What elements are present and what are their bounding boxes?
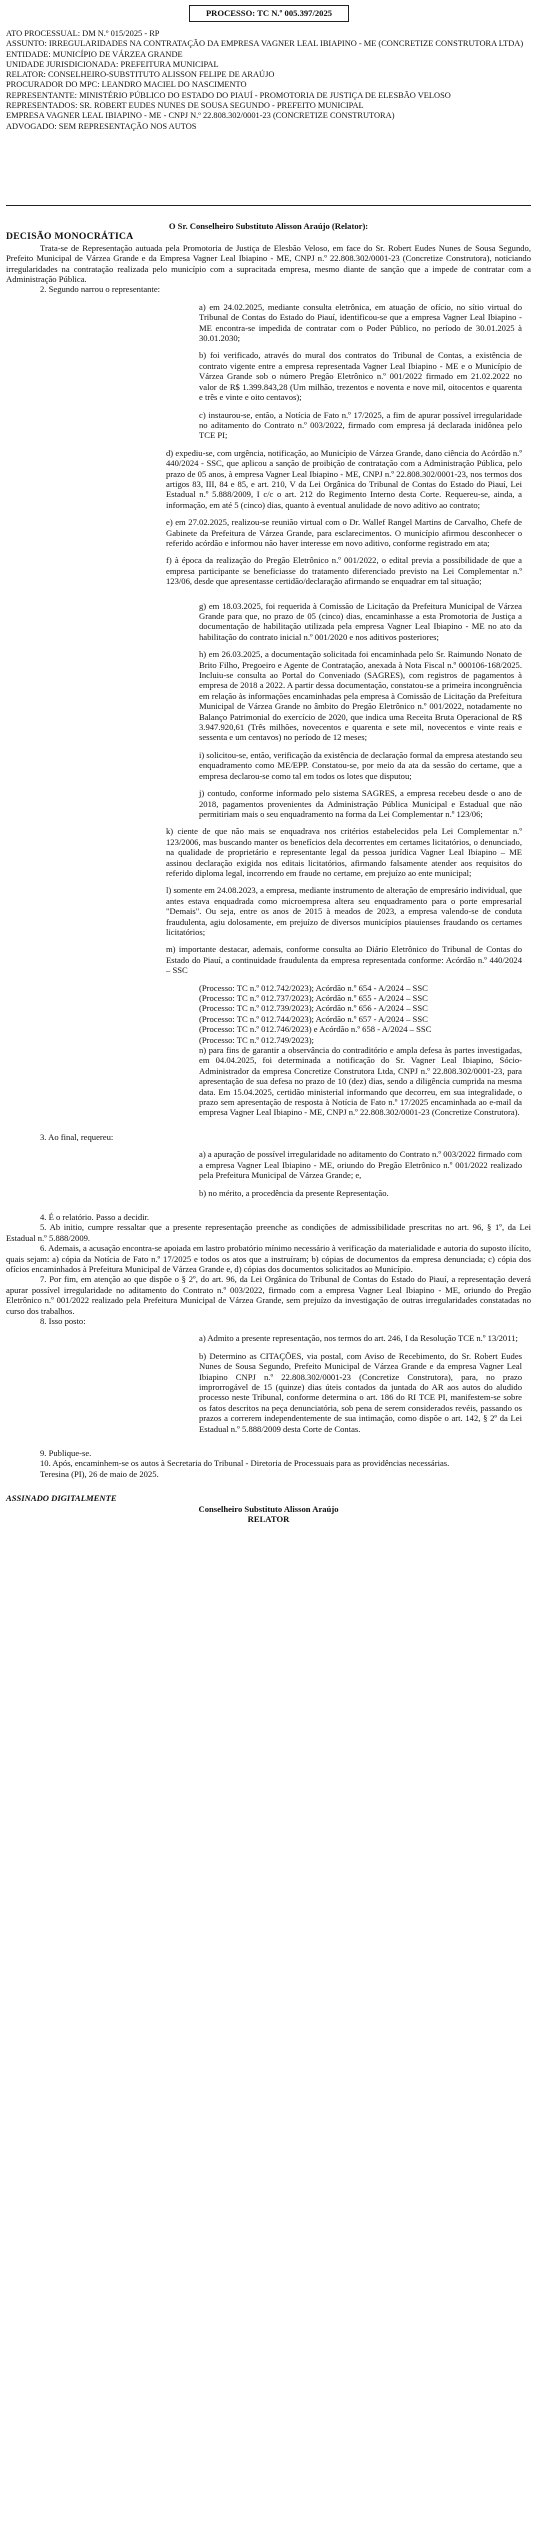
paragraph-1: Trata-se de Representação autuada pela Promotoria de Justiça de Elesbão Veloso, em face do Sr. Robert Eudes Nunes de Sousa Segundo, Prefeito Municipal de Várzea Grande e da Empresa Vagner Leal Ibiapino - ME, CNPJ n.º 22.808.302/0001-23 (Concretize Construtora), noticiando irregularidades na contratação realizada pelo município com a supracitada empresa, mesmo diante de sanção que a impede de contratar com a Administração Pública. — [6, 242, 531, 285]
process-ref-4: (Processo: TC n.º 012.744/2023); Acórdão n.º 657 - A/2024 – SSC — [199, 1013, 428, 1024]
process-ref-6: (Processo: TC n.º 012.749/2023); — [199, 1034, 314, 1045]
date-line: Teresina (PI), 26 de maio de 2025. — [40, 1468, 159, 1479]
meta-act: ATO PROCESSUAL: DM N.º 015/2025 - RP — [6, 29, 160, 38]
paragraph-7: 7. Por fim, em atenção ao que dispõe o § 2º, do art. 96, da Lei Orgânica do Tribunal de Contas do Estado do Piauí, a representação deverá apurar possível irregularidade no aditamento do Contrato n.º 003/2022, firmado com a empresa Vagner Leal Ibiapino - ME, oriundo do Pregão Eletrônico n.º 001/2022 realizado pela Prefeitura Municipal de Várzea Grande, sem prejuízo da investigação de outras irregularidades constatadas no curso dos trabalhos. — [6, 1274, 531, 1316]
item-c: c) instaurou-se, então, a Notícia de Fato n.º 17/2025, a fim de apurar possível irregularidade no aditamento do Contrato n.º 003/2022, firmado com empresa já declarada inidônea pelo TCE PI; — [199, 409, 522, 441]
process-ref-3: (Processo: TC n.º 012.739/2023); Acórdão n.º 656 - A/2024 – SSC — [199, 1003, 428, 1014]
process-number-box: PROCESSO: TC N.º 005.397/2025 — [189, 5, 349, 22]
item-b: b) foi verificado, através do mural dos contratos do Tribunal de Contas, a existência de contrato vigente entre a empresa representada Vagner Leal Ibiapino - ME e o Município de Várzea Grande sob o número Pregão Eletrônico n.º 001/2022 firmado em 21.02.2022 no valor de R$ 1.399.843,28 (Um milhão, trezentos e noventa e nove mil, oitocentos e quarenta e três e vinte e oito centavos); — [199, 350, 522, 403]
meta-subject: ASSUNTO: IRREGULARIDADES NA CONTRATAÇÃO DA EMPRESA VAGNER LEAL IBIAPINO - ME (CONCRETIZE CONSTRUTORA LTDA) — [6, 39, 524, 49]
process-metadata — [6, 29, 531, 132]
process-ref-2: (Processo: TC n.º 012.737/2023); Acórdão n.º 655 - A/2024 – SSC — [199, 993, 428, 1003]
item-n: n) para fins de garantir a observância do contraditório e ampla defesa às partes investigadas, em 04.04.2025, foi determinada a notificação do Sr. Vagner Leal Ibiapino, Sócio-Administrador da empresa Concretize Construtora Ltda, CNPJ n.º 22.808.302/0001-23, para apresentação de sua defesa no prazo de 10 (dez) dias, sendo a diligência cumprida na mesma data. Em 15.04.2025, certidão ministerial informando que decorreu, em sua integralidade, o prazo sem apresentação de resposta à Notícia de Fato n.º 17/2025 encaminhada ao e-mail da empresa Vagner Leal Ibiapino - ME, CNPJ n.º 22.808.302/0001-23 (Concretize Construtora). — [199, 1045, 522, 1118]
item-d: d) expediu-se, com urgência, notificação, ao Município de Várzea Grande, dano ciência do Acórdão n.º 440/2024 - SSC, que aplicou a sanção de proibição de contratação com a Administração Pública, pelo prazo de 05 anos, à empresa Vagner Leal Ibiapino - ME, CNPJ n.º 22.808.302/0001-23, nos termos dos artigos 83, III, 84 e 85, e art. 210, V da Lei Orgânica do Tribunal de Contas do Estado do Piauí, Lei Estadual n.º 5.888/2009, I c/c o art. 212 do Regimento Interno desta Corte. Requereu-se, ainda, a informação, em até 5 (cinco) dias, quanto à eventual anulidade de novo aditivo ao contrato; — [166, 447, 522, 510]
paragraph-2: 2. Segundo narrou o representante: — [40, 284, 161, 295]
item-l: l) somente em 24.08.2023, a empresa, mediante instrumento de alteração de empresário individual, que antes estava enquadrada como microempresa altera seu enquadramento para o porte empresarial "Demais". Ou seja, entre os anos de 2015 à meados de 2023, a empresa valendo-se de conduta fraudulenta, agiu dolosamente, em prejuízo de diversos municípios piauienses fraudando os certames licitatórios; — [166, 885, 522, 937]
meta-company: EMPRESA VAGNER LEAL IBIAPINO - ME - CNPJ N.º 22.808.302/0001-23 (CONCRETIZE CONSTRUTORA) — [6, 111, 395, 121]
item-j: j) contudo, conforme informado pelo sistema SAGRES, a empresa recebeu desde o ano de 2018, pagamentos provenientes da Administração Pública Municipal e Estadual que não permitiriam mais o seu enquadramento na forma da Lei Complementar n.º 123/06; — [199, 788, 522, 819]
decision-b: b) Determino as CITAÇÕES, via postal, com Aviso de Recebimento, do Sr. Robert Eudes Nunes de Sousa Segundo, Prefeito Municipal de Várzea Grande e da empresa Vagner Leal Ibiapino CNPJ n.º 22.808.302/0001-23 (Concretize Construtora), para, no prazo improrrogável de 15 (quinze) dias úteis contados da juntada do AR aos autos do aludido processo neste Tribunal, conforme determina o art. 186 do RI TCE PI, manifestem-se sobre os fatos descritos na peça denunciatória, sob pena de serem considerados revéis, passando os prazos a correrem independentemente de sua intimação, como dispõe o art. 142, § 2º da Lei Estadual n.º 5.888/2009 desta Corte de Contas. — [199, 1350, 522, 1434]
item-m: m) importante destacar, ademais, conforme consulta ao Diário Eletrônico do Tribunal de Contas do Estado do Piauí, a continuidade fraudulenta da empresa representada conforme: Acórdão n.º 440/2024 – SSC — [166, 944, 522, 976]
paragraph-6: 6. Ademais, a acusação encontra-se apoiada em lastro probatório mínimo necessário à verificação da materialidade e autoria do suposto ilícito, quais sejam: a) cópia da Notícia de Fato n.º 17/2025 e todos os atos que a instruíram; b) cópias de documentos da empresa denunciada; c) cópia dos ofícios encaminhados à Prefeitura Municipal de Várzea Grande e, d) cópias dos documentos solicitados ao Município. — [6, 1243, 531, 1274]
item-k: k) ciente de que não mais se enquadrava nos critérios estabelecidos pela Lei Complementar n.º 123/2006, mas buscando manter os benefícios dela decorrentes em certames licitatórios, o denunciado, na qualidade de proprietário e representante legal da pessoa jurídica Vagner Leal Ibiapino – ME assinou declaração exigida nos editais licitatórios, afirmando falsamente atender aos requisitos do referido diploma legal, incorrendo em fraude no certame, em prejuízo ao ente municipal; — [166, 826, 522, 878]
item-e: e) em 27.02.2025, realizou-se reunião virtual com o Dr. Wallef Rangel Martins de Carvalho, Chefe de Gabinete da Prefeitura de Várzea Grande, para esclarecimentos. O município afirmou desconhecer o referido acórdão e informou não haver interesse em novo aditivo, conforme registrado em ata; — [166, 517, 522, 548]
item-i: i) solicitou-se, então, verificação da existência de declaração formal da empresa atestando seu enquadramento como ME/EPP. Constatou-se, por meio da ata da sessão do certame, que a empresa declarou-se como tal em todos os lotes que disputou; — [199, 749, 522, 781]
item-h: h) em 26.03.2025, a documentação solicitada foi encaminhada pelo Sr. Raimundo Nonato de Brito Filho, Pregoeiro e Agente de Contratação, anexada à Nota Fiscal n.º 000106-168/2025. Incluiu-se consulta ao Portal do Conveniado (SAGRES), com registros de pagamentos à empresa de 2018 a 2022. A partir dessa documentação, constatou-se a primeira incongruência em relação às informações encaminhadas pela empresa à Comissão de Licitação da Prefeitura Municipal de Várzea Grande no âmbito do Pregão Eletrônico n.º 001/2022, notadamente no Balanço Patrimonial do exercício de 2020, que indica uma Receita Bruta Operacional de R$ 3.947.920,61 (Três milhões, novecentos e quarenta e sete mil, novecentos e vinte reais e sessenta e um centavos) no período de 12 meses; — [199, 649, 522, 743]
paragraph-8: 8. Isso posto: — [40, 1315, 86, 1326]
decision-a: a) Admito a presente representação, nos termos do art. 246, I da Resolução TCE n.º 13/2011; — [199, 1333, 518, 1344]
meta-rapporteur: RELATOR: CONSELHEIRO-SUBSTITUTO ALISSON FELIPE DE ARAÚJO — [6, 70, 275, 80]
decision-body — [6, 221, 531, 1524]
paragraph-5: 5. Ab initio, cumpre ressaltar que a presente representação preenche as condições de admissibilidade prescritas no art. 96, § 1º, da Lei Estadual n.º 5.888/2009. — [6, 1222, 531, 1243]
process-ref-5: (Processo: TC n.º 012.746/2023) e Acórdão n.º 658 - A/2024 – SSC — [199, 1024, 432, 1035]
decision-title: DECISÃO MONOCRÁTICA — [6, 231, 134, 243]
paragraph-9: 9. Publique-se. — [40, 1448, 92, 1459]
paragraph-4: 4. É o relatório. Passo a decidir. — [40, 1211, 150, 1222]
request-b: b) no mérito, a procedência da presente Representação. — [199, 1187, 389, 1198]
item-a: a) em 24.02.2025, mediante consulta eletrônica, em atuação de ofício, no sítio virtual do Tribunal de Contas do Estado do Piauí, identificou-se que a empresa Vagner Leal Ibiapino - ME encontra-se impedida de contratar com o Poder Público, no período de 30.01.2025 à 30.01.2030; — [199, 301, 522, 344]
meta-unit: UNIDADE JURISDICIONADA: PREFEITURA MUNICIPAL — [6, 59, 219, 69]
signature-name: Conselheiro Substituto Alisson Araújo — [198, 1503, 339, 1514]
meta-representative: REPRESENTANTE: MINISTÉRIO PÚBLICO DO ESTADO DO PIAUÍ - PROMOTORIA DE JUSTIÇA DE ELESBÃO VELOSO — [6, 90, 451, 100]
meta-entity: ENTIDADE: MUNICÍPIO DE VÁRZEA GRANDE — [6, 49, 183, 59]
meta-lawyer: ADVOGADO: SEM REPRESENTAÇÃO NOS AUTOS — [6, 121, 197, 131]
header-divider — [6, 205, 531, 206]
signature-digital: ASSINADO DIGITALMENTE — [6, 1493, 117, 1504]
paragraph-3: 3. Ao final, requereu: — [40, 1131, 114, 1142]
meta-prosecutor: PROCURADOR DO MPC: LEANDRO MACIEL DO NASCIMENTO — [6, 80, 247, 90]
item-f: f) à época da realização do Pregão Eletrônico n.º 001/2022, o edital previa a possibilidade de que a empresa participante se beneficiasse do tratamento diferenciado previsto na Lei Complementar n.º 123/06, desde que apresentasse certidão/declaração afirmando se enquadrar em tal situação; — [166, 555, 522, 587]
salutation: O Sr. Conselheiro Substituto Alisson Araújo (Relator): — [168, 221, 369, 231]
paragraph-10: 10. Após, encaminhem-se os autos à Secretaria do Tribunal - Diretoria de Processuais para as providências necessárias. — [40, 1458, 450, 1469]
process-ref-1: (Processo: TC n.º 012.742/2023); Acórdão n.º 654 - A/2024 – SSC — [199, 982, 428, 993]
meta-represented: REPRESENTADOS: SR. ROBERT EUDES NUNES DE SOUSA SEGUNDO - PREFEITO MUNICIPAL — [6, 101, 364, 111]
signature-role: RELATOR — [247, 1514, 290, 1525]
request-a: a) a apuração de possível irregularidade no aditamento do Contrato n.º 003/2022 firmado com a empresa Vagner Leal Ibiapino - ME, oriundo do Pregão Eletrônico n.º 001/2022 realizado pela Prefeitura Municipal de Várzea Grande; e, — [199, 1149, 522, 1181]
item-g: g) em 18.03.2025, foi requerida à Comissão de Licitação da Prefeitura Municipal de Várzea Grande para que, no prazo de 05 (cinco) dias, encaminhasse a esta Promotoria de Justiça a documentação de habilitação utilizada pela empresa Vagner Leal Ibiapino - ME no ato da habilitação do contrato inicial n.º 001/2020 e nos aditivos posteriores; — [199, 600, 522, 642]
